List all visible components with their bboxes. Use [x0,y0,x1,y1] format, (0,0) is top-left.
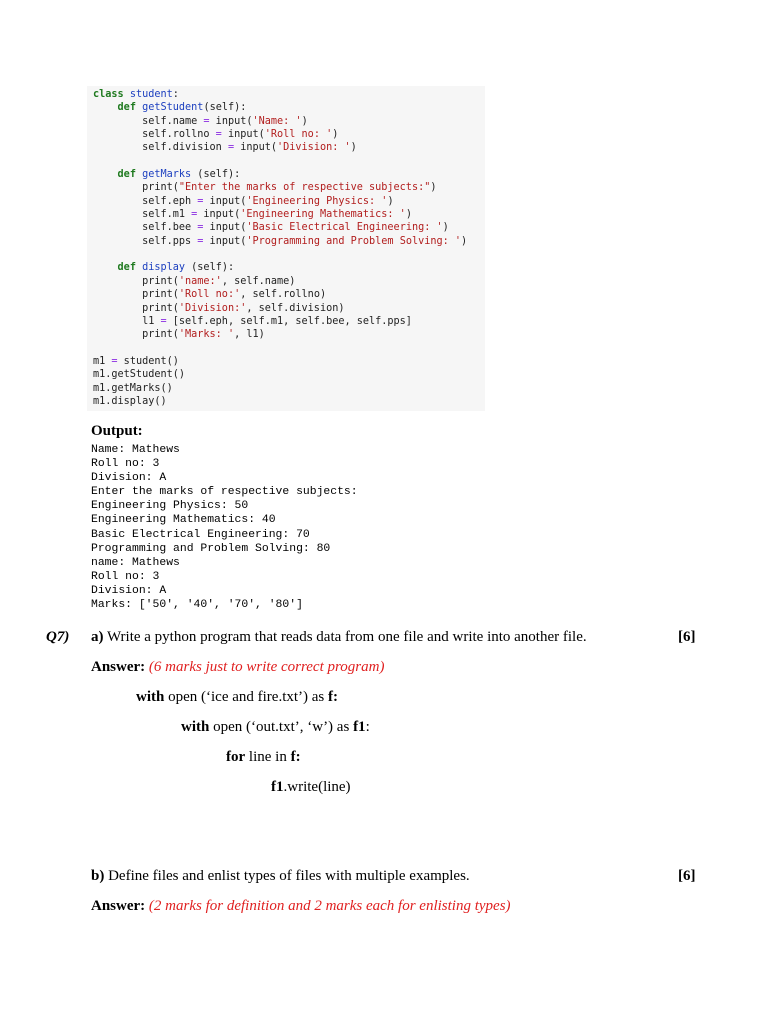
code-text-4: .write(line) [283,779,351,795]
answer-a-note: (6 marks just to write correct program) [148,659,385,675]
answer-code-line-1 [136,689,338,706]
var-f: f [290,749,296,765]
answer-code-line-4 [271,779,351,796]
answer-b-label: Answer: [91,898,146,914]
answer-a-label: Answer: [91,659,146,675]
answer-b [91,898,511,915]
var-f1: f1 [271,779,284,795]
answer-a [91,659,384,676]
code-text-1: open (‘ice and fire.txt’) as [164,689,329,705]
code-snippet [87,86,485,411]
question-b-text: Define files and enlist types of files with multiple examples. [104,868,470,884]
answer-code-line-2 [181,719,370,736]
question-a-text: Write a python program that reads data from one file and write into another file. [103,629,587,645]
var-f: f [328,689,334,705]
colon: : [365,719,370,735]
keyword-for: for [226,749,246,765]
code-text-3: line in [245,749,291,765]
answer-b-note: (2 marks for definition and 2 marks each for enlisting types) [148,898,511,914]
code-text: class student: def getStudent(self): self.name = input('Name: ') self.rollno = input('Roll no: ') self.division = input('Division: ') def getMarks (self): print("Enter the marks of respective subjects:") self.eph = input('Engineering Physics: ') self.m1 = input('Engineering Mathematics: ') self.bee = input('Basic Electrical Engineering: ') self.pps = input('Programming and Problem Solving: ') def display (self): print('name:', self.name) print('Roll no:', self.rollno) print('Division:', self.division) l1 = [self.eph, self.m1, self.bee, self.pps] print('Marks: ', l1) m1 = student() m1.getStudent() m1.getMarks() m1.display() [93,89,468,407]
colon: : [295,749,301,765]
var-f1: f1 [353,719,366,735]
question-a-part: a) [91,629,104,645]
colon: : [333,689,339,705]
question-a [91,629,587,646]
output-text: Name: Mathews Roll no: 3 Division: A Enter the marks of respective subjects: Engineering Physics: 50 Engineering Mathematics: 40 Basic Electrical Engineering: 70 Programming and Problem Solving: 80 name: Mathews Roll no: 3 Division: A Marks: ['50', '40', '70', '80'] [91,444,358,612]
code-text-2: open (‘out.txt’, ‘w’) as [209,719,354,735]
keyword-with: with [181,719,210,735]
output-title: Output: [91,423,143,439]
answer-code-line-3 [226,749,301,766]
question-a-marks: [6] [678,629,696,645]
question-b-part: b) [91,868,105,884]
question-b-marks: [6] [678,868,696,884]
question-number: Q7) [46,629,70,645]
question-b [91,868,470,885]
keyword-with: with [136,689,165,705]
